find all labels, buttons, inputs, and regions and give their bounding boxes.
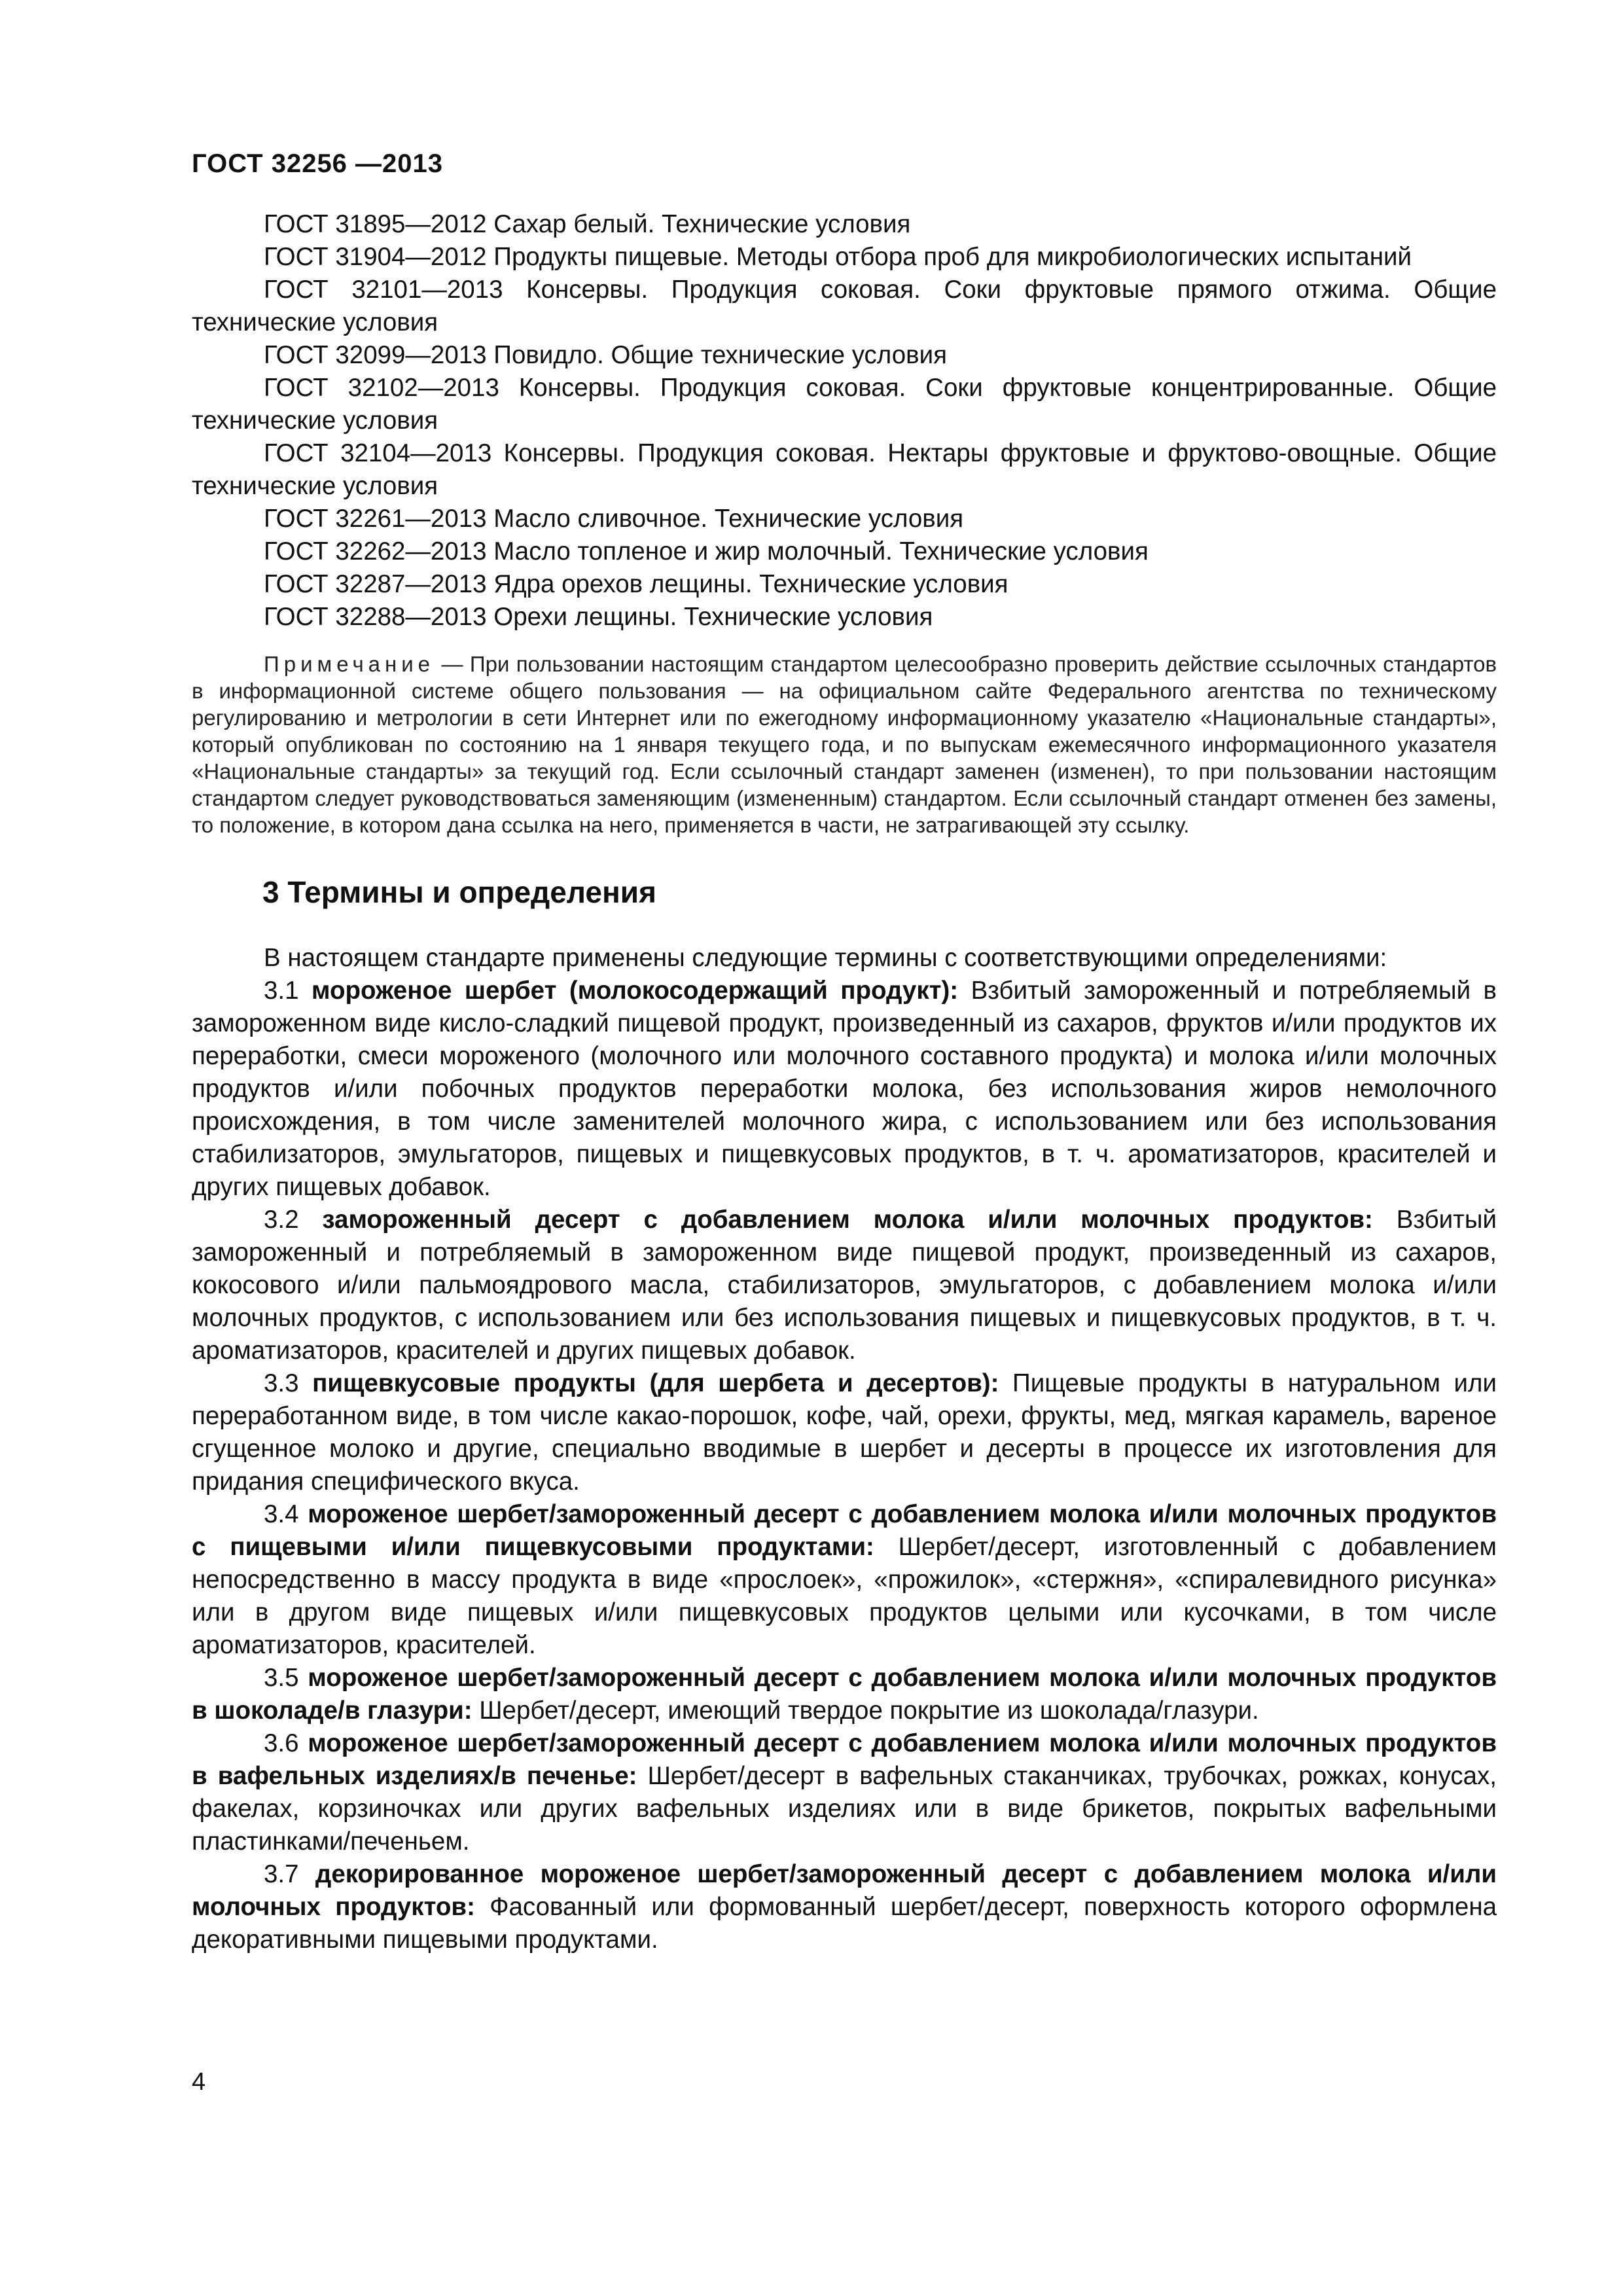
reference-item: ГОСТ 32102—2013 Консервы. Продукция соковая. Соки фруктовые концентрированные. Общие технические условия — [192, 374, 1497, 435]
document-header: ГОСТ 32256 —2013 — [192, 149, 444, 178]
note-paragraph — [192, 651, 1497, 838]
reference-item: ГОСТ 32287—2013 Ядра орехов лещины. Технические условия — [264, 570, 1008, 598]
terms-list — [192, 942, 1497, 1956]
term-number: 3.4 — [264, 1500, 308, 1528]
term-number: 3.2 — [264, 1206, 323, 1234]
page-content — [192, 208, 1497, 1956]
term-text: Шербет/десерт, имеющий твердое покрытие из шоколада/глазури. — [472, 1696, 1259, 1725]
term-text: Фасованный или формованный шербет/десерт, поверхность которого оформлена декоративными пищевыми продуктами. — [192, 1893, 1497, 1954]
note-text: — При пользовании настоящим стандартом целесообразно проверить действие ссылочных стандартов в информационной системе общего пользования — на официальном сайте Федерального агентства по техническому регулированию и метрологии в сети Интернет или по ежегодному информационному указателю «Национальные стандарты», который опубликован по состоянию на 1 января текущего года, и по выпускам ежемесячного информационного указателя «Национальные стандарты» за текущий год. Если ссылочный стандарт заменен (изменен), то при пользовании настоящим стандартом следует руководствоваться заменяющим (измененным) стандартом. Если ссылочный стандарт отменен без замены, то положение, в котором дана ссылка на него, применяется в части, не затрагивающей эту ссылку. — [192, 652, 1497, 837]
reference-item: ГОСТ 31895—2012 Сахар белый. Технические условия — [264, 210, 911, 238]
term-definition — [192, 1204, 1497, 1367]
term-number: 3.3 — [264, 1369, 313, 1397]
term-number: 3.5 — [264, 1664, 308, 1692]
term-text: Шербет/десерт, изготовленный с добавлением непосредственно в массу продукта в виде «прослоек», «прожилок», «стержня», «спиралевидного рисунка» или в другом виде пищевых и/или пищевкусовых продуктов целыми или кусочками, в том числе ароматизаторов, красителей. — [192, 1533, 1497, 1659]
term-text: Шербет/десерт в вафельных стаканчиках, трубочках, рожках, конусах, факелах, корзиночках или других вафельных изделиях или в виде брикетов, покрытых вафельными пластинками/печеньем. — [192, 1762, 1497, 1856]
term-definition — [192, 1727, 1497, 1858]
term-name: декорированное мороженое шербет/замороженный десерт с добавлением молока и/или молочных продуктов: — [192, 1860, 1497, 1921]
term-definition — [192, 1662, 1497, 1727]
term-definition — [192, 1858, 1497, 1956]
term-number: 3.7 — [264, 1860, 315, 1888]
reference-item: ГОСТ 32262—2013 Масло топленое и жир молочный. Технические условия — [264, 537, 1149, 565]
term-name: мороженое шербет/замороженный десерт с добавлением молока и/или молочных продуктов в вафельных изделиях/в печенье: — [192, 1729, 1497, 1790]
term-definition — [192, 1498, 1497, 1662]
term-number: 3.1 — [264, 977, 312, 1005]
term-name: пищевкусовые продукты (для шербета и десертов): — [312, 1369, 999, 1397]
term-name: мороженое шербет (молокосодержащий продукт): — [312, 977, 959, 1005]
term-name: замороженный десерт с добавлением молока и/или молочных продуктов: — [322, 1206, 1373, 1234]
reference-item: ГОСТ 32104—2013 Консервы. Продукция соковая. Нектары фруктовые и фруктово-овощные. Общие технические условия — [192, 439, 1497, 500]
term-text: Взбитый замороженный и потребляемый в замороженном виде пищевой продукт, произведенный из сахаров, кокосового и/или пальмоядрового масла, стабилизаторов, эмульгаторов, с добавлением молока и/или молочных продуктов, с использованием или без использования пищевых и пищевкусовых продуктов, в т. ч. ароматизаторов, красителей и других пищевых добавок. — [192, 1206, 1497, 1365]
section-title: 3 Термины и определения — [262, 875, 656, 909]
page-number: 4 — [192, 2068, 206, 2096]
reference-list — [192, 208, 1497, 634]
term-name: мороженое шербет/замороженный десерт с добавлением молока и/или молочных продуктов с пищевыми и/или пищевкусовыми продуктами: — [192, 1500, 1497, 1561]
term-definition — [192, 975, 1497, 1204]
term-text: Взбитый замороженный и потребляемый в замороженном виде кисло-сладкий пищевой продукт, произведенный из сахаров, фруктов и/или продуктов их переработки, смеси мороженого (молочного или молочного составного продукта) и молока и/или молочных продуктов и/или побочных продуктов переработки молока, без использования жиров немолочного происхождения, в том числе заменителей молочного жира, с использованием или без использования стабилизаторов, эмульгаторов, пищевых и пищевкусовых продуктов, в т. ч. ароматизаторов, красителей и других пищевых добавок. — [192, 977, 1497, 1201]
reference-item: ГОСТ 32261—2013 Масло сливочное. Технические условия — [264, 505, 964, 533]
term-text: Пищевые продукты в натуральном или переработанном виде, в том числе какао-порошок, кофе, чай, орехи, фрукты, мед, мягкая карамель, вареное сгущенное молоко и другие, специально вводимые в шербет и десерты в процессе их изготовления для придания специфического вкуса. — [192, 1369, 1497, 1496]
term-number: 3.6 — [264, 1729, 308, 1757]
term-name: мороженое шербет/замороженный десерт с добавлением молока и/или молочных продуктов в шоколаде/в глазури: — [192, 1664, 1497, 1725]
term-definition — [192, 1367, 1497, 1498]
reference-item: ГОСТ 32099—2013 Повидло. Общие технические условия — [264, 341, 947, 369]
reference-item: ГОСТ 32288—2013 Орехи лещины. Технические условия — [264, 603, 933, 631]
note-label: Примечание — [264, 652, 435, 676]
section-intro: В настоящем стандарте применены следующие термины с соответствующими определениями: — [264, 944, 1387, 972]
reference-item: ГОСТ 32101—2013 Консервы. Продукция соковая. Соки фруктовые прямого отжима. Общие технические условия — [192, 276, 1497, 336]
reference-item: ГОСТ 31904—2012 Продукты пищевые. Методы отбора проб для микробиологических испытаний — [264, 243, 1412, 271]
